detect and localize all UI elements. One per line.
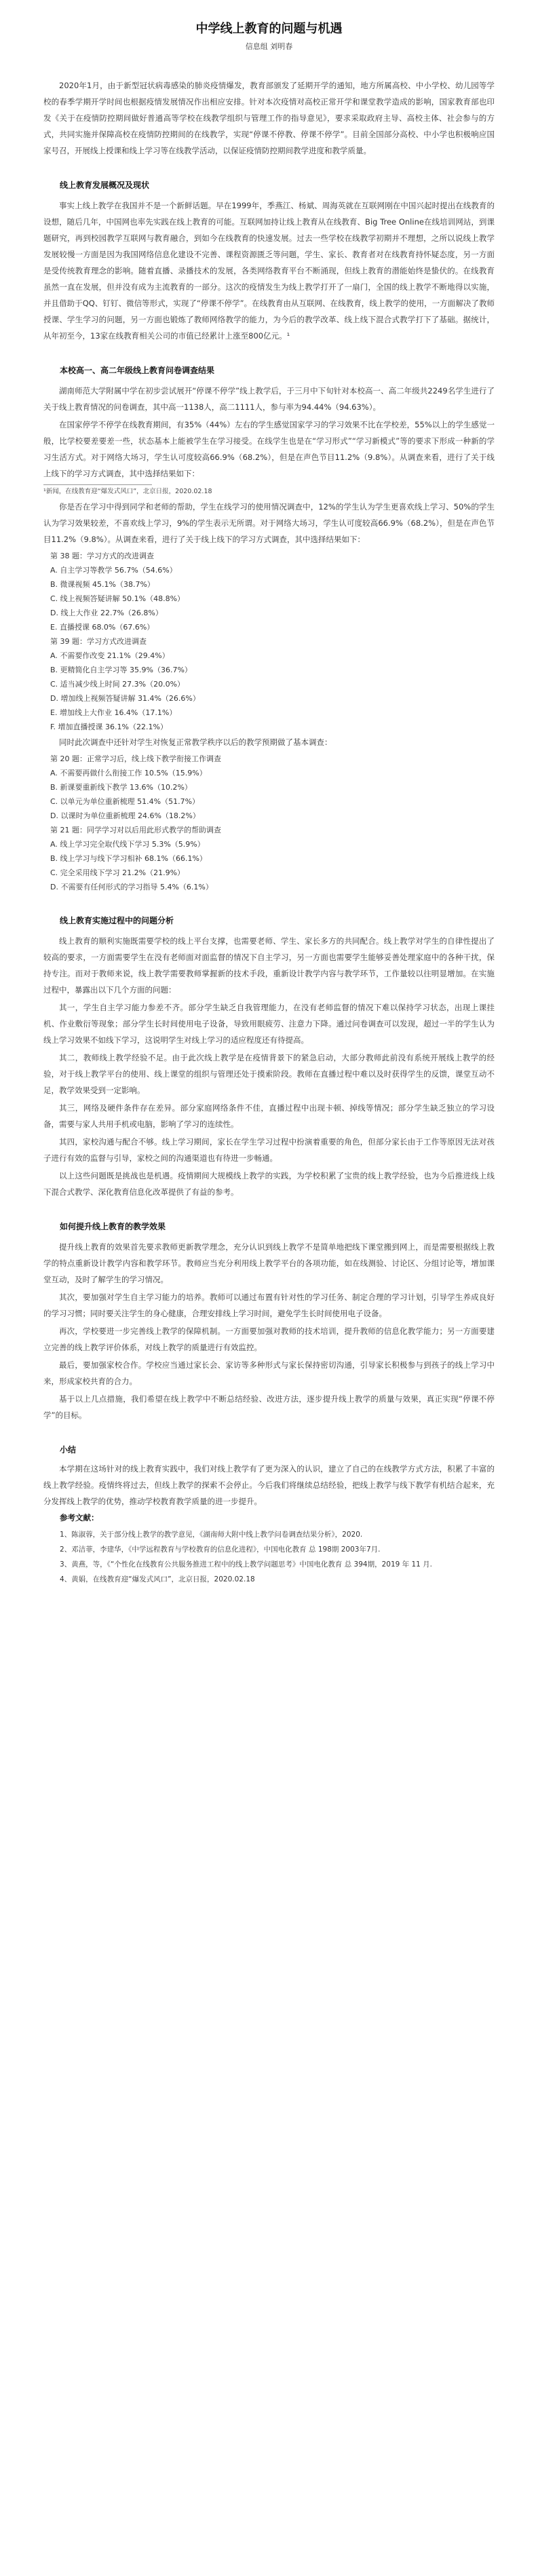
question-title: 第 39 题：学习方式改进调查 bbox=[50, 637, 147, 646]
summary-paragraph: 本学期在这场针对的线上教育实践中，我们对线上教学有了更为深入的认识，建立了自己的在线教学方式方法，积累了丰富的线上教学经验。疫情终将过去，但线上教学的探索不会停止。今后我们将继续总结经验，把线上教学与线下教学有机结合起来，充分发挥线上教学的优势，推动学校教育教学质量的进一步提升。 bbox=[43, 1464, 495, 1506]
survey-intro: 你是否在学习中得到同学和老师的帮助，学生在线学习的使用情况调查中，12%的学生认为学生更喜欢线上学习、50%的学生认为学习效果较差，不喜欢线上学习，9%的学生表示无所谓。对于网络大场习，学生认可度较高66.9%（68.2%），但是在声色节目11.2%（9.8%）。从调查来看，进行了关于线上线下的学习方式调查，其中选择结果如下： bbox=[43, 502, 495, 544]
question-title: 第 38 题：学习方式的改进调查 bbox=[50, 552, 154, 560]
references bbox=[43, 1512, 495, 1587]
question-title: 第 21 题：同学学习对以后用此形式教学的帮助调查 bbox=[50, 826, 221, 834]
section-paragraph: 其三，网络及硬件条件存在差异。部分家庭网络条件不佳，直播过程中出现卡顿、掉线等情况；部分学生缺乏独立的学习设备，需要与家人共用手机或电脑，影响了学习的连续性。 bbox=[43, 1103, 495, 1129]
question-option: F. 增加直播授课 36.1%（22.1%） bbox=[50, 723, 168, 731]
section-paragraph: 线上教育的顺利实施既需要学校的线上平台支撑，也需要老师、学生、家长多方的共同配合。线上教学对学生的自律性提出了较高的要求，一方面需要学生在没有老师面对面监督的情况下自主学习，另一方面也需要学生能够妥善处理家庭中的各种干扰，保持专注。而对于教师来说，线上教学需要教师掌握新的技术手段，重新设计教学内容与教学环节，工作量较以往明显增加。在实施过程中，暴露出以下几个方面的问题： bbox=[43, 936, 495, 995]
intro-paragraph: 2020年1月，由于新型冠状病毒感染的肺炎疫情爆发，教育部颁发了延期开学的通知，地方所属高校、中小学校、幼儿园等学校的春季学期开学时间也根据疫情发展情况作出相应安排。针对本次疫情对高校正常开学和课堂教学造成的影响，国家教育部也印发《关于在疫情防控期间做好普通高等学校在线教学组织与管理工作的指导意见》，要求采取政府主导、高校主体、社会参与的方式，共同实施并保障高校在疫情防控期间的在线教学，实现“停课不停教、停课不停学”。目前全国部分高校、中小学也积极响应国家号召，开展线上授课和线上学习等在线教学活动，以保证疫情防控期间教学进度和教学质量。 bbox=[43, 81, 495, 155]
section-survey bbox=[43, 364, 495, 482]
survey-block bbox=[43, 499, 495, 894]
footnote-divider bbox=[43, 484, 152, 485]
section-improve bbox=[43, 1220, 495, 1423]
footnote: ¹新闻，在线教育迎“爆发式风口”，北京日报，2020.02.18 bbox=[43, 488, 212, 495]
question-option: C. 以单元为单位重新梳理 51.4%（51.7%） bbox=[50, 797, 200, 806]
question-option: C. 适当减少线上时间 27.3%（20.0%） bbox=[50, 680, 185, 689]
reference-item: 2、邓洁菲，李建华，《中学远程教育与学校教育的信息化进程》，中国电化教育 总 198期 2003年7月. bbox=[60, 1545, 381, 1554]
references-heading: 参考文献： bbox=[60, 1513, 99, 1522]
survey-followup: 同时此次调查中还针对学生对恢复正常教学秩序以后的教学预期做了基本调查： bbox=[59, 737, 332, 747]
question-option: B. 微课视频 45.1%（38.7%） bbox=[50, 580, 155, 589]
summary-heading: 小结 bbox=[60, 1445, 77, 1455]
intro-section bbox=[43, 77, 495, 159]
question-title: 第 20 题：正常学习后，线上线下教学衔接工作调查 bbox=[50, 754, 221, 763]
section-paragraph: 湖南师范大学附属中学在初步尝试展开“停课不停学”线上教学后，于三月中下旬针对本校高一、高二年级共2249名学生进行了关于线上教育情况的问卷调查，其中高一1138人，高二1111人，参与率为94.44%（94.63%）。 bbox=[43, 386, 495, 412]
question-option: D. 增加线上视频答疑讲解 31.4%（26.6%） bbox=[50, 694, 200, 703]
section-paragraph: 以上这些问题既是挑战也是机遇。疫情期间大规模线上教学的实践，为学校积累了宝贵的线上教学经验，也为今后推进线上线下混合式教学、深化教育信息化改革提供了有益的参考。 bbox=[43, 1171, 495, 1197]
section-heading: 线上教育实施过程中的问题分析 bbox=[60, 916, 174, 925]
question-option: B. 新课要重新线下教学 13.6%（10.2%） bbox=[50, 783, 192, 792]
question-option: A. 不需要再做什么衔接工作 10.5%（15.9%） bbox=[50, 769, 207, 777]
section-overview bbox=[43, 179, 495, 344]
question-option: A. 不需要作改变 21.1%（29.4%） bbox=[50, 651, 170, 660]
section-heading: 线上教育发展概况及现状 bbox=[60, 180, 150, 190]
section-paragraph: 最后，要加强家校合作。学校应当通过家长会、家访等多种形式与家长保持密切沟通，引导家长积极参与到孩子的线上学习中来，形成家校共育的合力。 bbox=[43, 1360, 495, 1386]
section-heading: 本校高一、高二年级线上教育问卷调查结果 bbox=[60, 366, 215, 375]
question-option: E. 直播授课 68.0%（67.6%） bbox=[50, 623, 155, 632]
section-paragraph: 再次，学校要进一步完善线上教学的保障机制。一方面要加强对教师的技术培训，提升教师的信息化教学能力；另一方面要建立完善的线上教学评价体系，对线上教学的质量进行有效监控。 bbox=[43, 1326, 495, 1352]
reference-item: 4、黄娟，在线教育迎“爆发式风口”，北京日报，2020.02.18 bbox=[60, 1575, 255, 1583]
section-paragraph: 提升线上教育的效果首先要求教师更新教学理念，充分认识到线上教学不是简单地把线下课堂搬到网上，而是需要根据线上教学的特点重新设计教学内容和教学环节。教师应当充分利用线上教学平台的各项功能，如在线测验、讨论区、分组讨论等，增加课堂互动，及时了解学生的学习情况。 bbox=[43, 1242, 495, 1284]
section-paragraph: 其一，学生自主学习能力参差不齐。部分学生缺乏自我管理能力，在没有老师监督的情况下难以保持学习状态，出现上课挂机、作业敷衍等现象；部分学生长时间使用电子设备，导致用眼疲劳、注意力下降。通过问卷调查可以发现，超过一半的学生认为线上学习效果不如线下学习，这说明学生对线上学习的适应程度还有待提高。 bbox=[43, 1003, 495, 1045]
question-option: A. 线上学习完全取代线下学习 5.3%（5.9%） bbox=[50, 840, 205, 849]
question-option: B. 更精简化自主学习等 35.9%（36.7%） bbox=[50, 666, 192, 674]
question-option: A. 自主学习等教学 56.7%（54.6%） bbox=[50, 566, 177, 575]
question-option: C. 完全采用线下学习 21.2%（21.9%） bbox=[50, 868, 185, 877]
section-paragraph: 其次，要加强对学生自主学习能力的培养。教师可以通过布置有针对性的学习任务、制定合理的学习计划，引导学生养成良好的学习习惯；同时要关注学生的身心健康，合理安排线上学习时间，避免学生长时间使用电子设备。 bbox=[43, 1292, 495, 1318]
question-option: D. 以课时为单位重新梳理 24.6%（18.2%） bbox=[50, 811, 200, 820]
section-paragraph: 其四，家校沟通与配合不够。线上学习期间，家长在学生学习过程中扮演着重要的角色，但部分家长由于工作等原因无法对孩子进行有效的监督与引导，家校之间的沟通渠道也有待进一步畅通。 bbox=[43, 1137, 495, 1163]
section-paragraph: 基于以上几点措施，我们希望在线上教学中不断总结经验、改进方法，逐步提升线上教学的质量与效果，真正实现“停课不停学”的目标。 bbox=[43, 1394, 495, 1420]
question-option: D. 不需要有任何形式的学习指导 5.4%（6.1%） bbox=[50, 883, 213, 891]
reference-item: 3、黄燕，等，《“个性化在线教育公共服务推进工程中的线上教学问题思考》中国电化教育 总 394期，2019 年 11 月. bbox=[60, 1560, 433, 1569]
section-summary bbox=[43, 1444, 495, 1510]
section-problems bbox=[43, 915, 495, 1200]
question-option: D. 线上大作业 22.7%（26.8%） bbox=[50, 609, 163, 617]
question-option: B. 线上学习与线下学习相补 68.1%（66.1%） bbox=[50, 854, 207, 863]
question-option: C. 线上视频答疑讲解 50.1%（48.8%） bbox=[50, 594, 185, 603]
section-heading: 如何提升线上教育的教学效果 bbox=[60, 1222, 166, 1231]
reference-item: 1、陈淑蓉，关于部分线上教学的教学意见，《湖南师大附中线上教学问卷调查结果分析》，2020. bbox=[60, 1531, 363, 1539]
question-option: E. 增加线上大作业 16.4%（17.1%） bbox=[50, 708, 177, 717]
section-paragraph: 其二，教师线上教学经验不足。由于此次线上教学是在疫情背景下的紧急启动，大部分教师此前没有系统开展线上教学的经验，对于线上教学平台的使用、线上课堂的组织与管理还处于摸索阶段。教师在直播过程中难以及时获得学生的反馈，课堂互动不足，教学效果受到一定影响。 bbox=[43, 1053, 495, 1095]
page-title: 中学线上教育的问题与机遇 bbox=[195, 22, 343, 36]
author-line: 信息组 刘明春 bbox=[245, 42, 293, 51]
section-paragraph: 在国家停学不停学在线教育期间，有35%（44%）左右的学生感觉国家学习的学习效果不比在学校差，55%以上的学生感觉一般，比学校要差要差一些，状态基本上能被学生在学习接受。在线学生也是在“学习形式”“学习新模式”等的要求下形成一种新的学习生活方式。对于网络大场习，学生认可度较高66.9%（68.2%），但是在声色节目11.2%（9.8%）。从调查来看，进行了关于线上线下的学习方式调查，其中选择结果如下： bbox=[43, 420, 495, 478]
section-paragraph: 事实上线上教学在我国并不是一个新鲜话题。早在1999年，季燕江、杨斌、周海英就在互联网刚在中国兴起时提出在线教育的设想，随后几年，中国网也率先实践在线上教育的可能。互联网加持让线上教育从在线教育、Big Tree Online在线培训网站，到课题研究，再到校园教学互联网与教育融合，到如今在线教育的快速发展。过去一些学校在线教学初期并不理想，之所以说线上教学发展较慢一方面是因为我国网络信息化建设不完善、课程资源匮乏等问题，学生、家长、教育者对在线教育持怀疑态度，另一方面是受传统教育理念的影响。随着直播、录播技术的发展，各类网络教育平台不断涌现，但线上教育的潜能始终是蛰伏的。在线教育虽然一直在发展，但并没有成为主流教育的一部分。这次的疫情发生为线上教学打开了一扇门，全国的线上教学不断地得以实施，并且借助于QQ、钉钉、微信等形式，实现了“停课不停学”。在线教育由从互联网、在线教育，线上教学的使用，一方面解决了教师授课、学生学习的问题，另一方面也锻炼了教师网络教学的能力，为今后的教学改革、线上线下混合式教学打下了基础。据统计，从年初至今，13家在线教育相关公司的市值已经累计上涨至800亿元。¹ bbox=[43, 201, 495, 341]
